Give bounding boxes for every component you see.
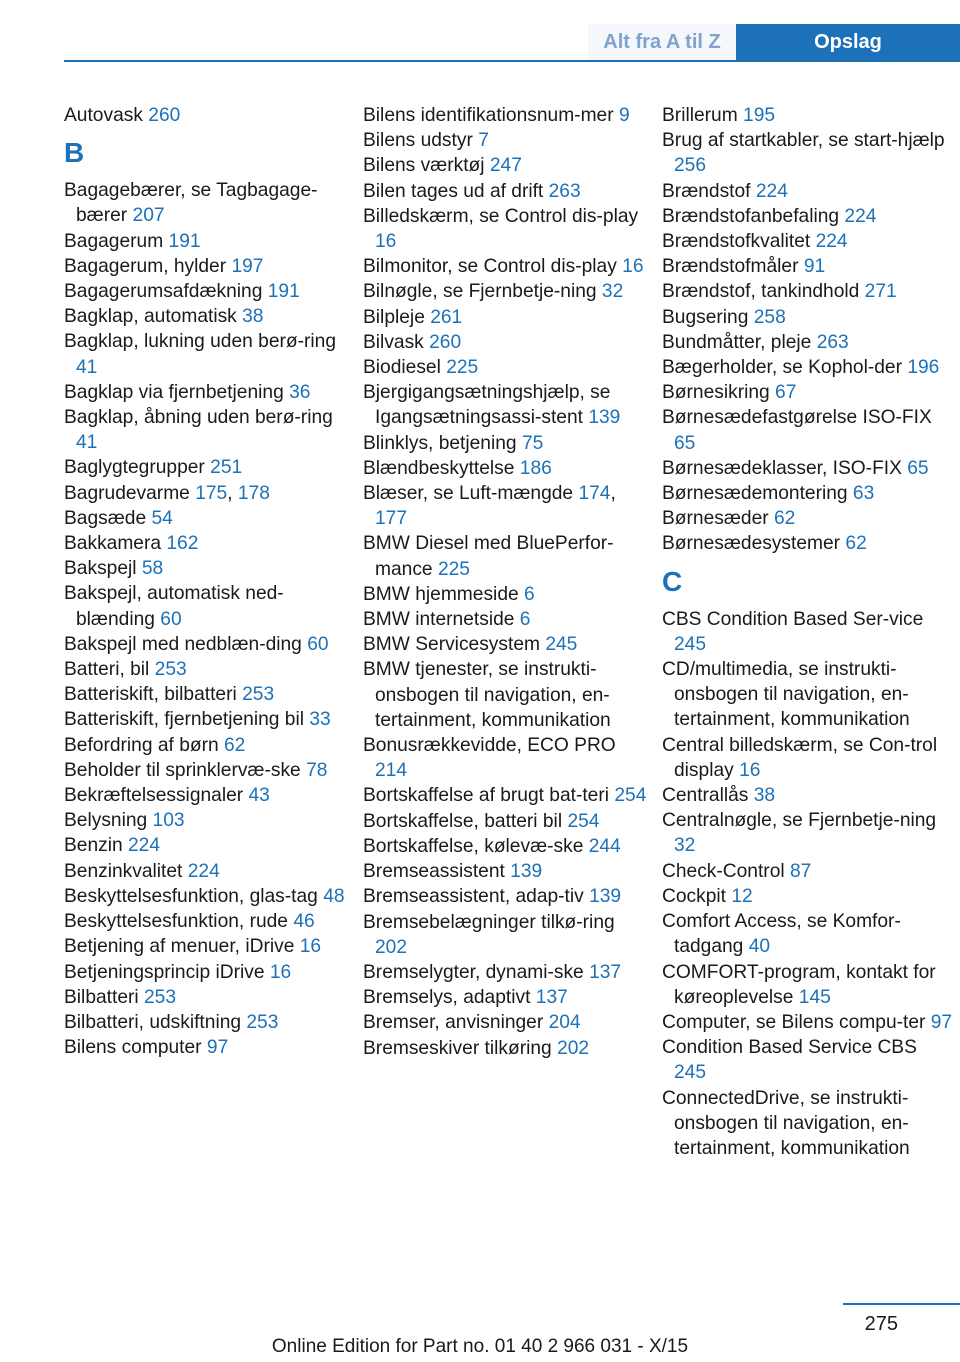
index-entry [662,960,954,1010]
index-entry-term: Autovask [64,105,143,126]
index-entry-term: Børnesikring [662,382,770,404]
page-link[interactable]: 16 [622,256,644,278]
page-link[interactable]: 258 [753,306,786,328]
index-entry-term: Check-Control [662,860,785,882]
page-link[interactable]: 224 [755,180,788,202]
page-link[interactable]: 54 [151,507,173,529]
page-link[interactable]: 256 [674,155,707,177]
page-link[interactable]: 244 [588,835,621,857]
index-entry-term: Børnesædeklasser, ISO‐FIX [662,457,902,479]
page-link[interactable]: 103 [152,810,185,832]
index-entry-term: Batteriskift, fjernbetjening bil [64,709,304,731]
index-entry-term: COMFORT-program, kontakt for køreoplevelse [662,961,936,1008]
index-entry [363,204,651,254]
page-link[interactable]: 224 [815,231,848,253]
page-link[interactable]: 263 [548,180,581,202]
page-link[interactable]: 16 [739,759,761,781]
header-section-tab: Alt fra A til Z [588,24,736,60]
index-entry-term: Benzin [64,835,123,857]
page-link[interactable]: 67 [775,382,797,404]
page-link[interactable]: 204 [548,1012,581,1034]
index-entry [662,179,954,204]
page-link[interactable]: 253 [246,1011,279,1033]
page-link[interactable]: 139 [589,886,622,908]
page-link[interactable]: 32 [601,281,624,303]
index-entry-term: Bagagerum, hylder [64,255,227,277]
index-entry [662,808,954,858]
page-link[interactable]: 65 [674,432,696,454]
index-entry [64,1010,354,1035]
index-entry [64,909,354,934]
index-entry-term: Condition Based Service CBS [662,1037,917,1059]
index-entry [662,783,954,808]
index-entry-term: Bagagerum [64,230,164,252]
index-entry [363,985,651,1010]
page-link[interactable]: 36 [289,381,311,403]
page-link[interactable]: 254 [567,810,600,832]
index-entry [662,254,954,279]
page-link[interactable]: 177 [375,508,408,530]
page-link[interactable]: 48 [323,885,345,907]
index-entry-term: Befordring af børn [64,734,219,756]
page-link[interactable]: 63 [852,483,875,505]
page-link[interactable]: 245 [674,1062,707,1084]
index-entry-term: Brændstofkvalitet [662,231,811,253]
index-entry-term: Biodiesel [363,357,441,379]
page-link[interactable]: 41 [76,432,98,454]
index-entry [662,456,954,481]
footer-edition-note: Online Edition for Part no. 01 40 2 966 031 - X/15 [271,1336,689,1357]
index-entry-term: Bagklap, lukning uden berø‐ring [64,331,336,353]
page-link[interactable]: 139 [510,861,543,883]
index-entry [363,1010,651,1035]
index-entry [64,229,354,254]
footer-rule [843,1303,960,1305]
index-entry-term: Belysning [64,810,148,832]
index-entry [64,707,354,732]
index-entry-term: Bremseassistent [363,861,505,883]
index-entry [662,1086,954,1162]
index-entry [64,254,354,279]
index-entry [64,833,354,858]
page-link[interactable]: 202 [557,1037,590,1059]
index-entry-term: Computer, se Bilens compu‐ter [662,1011,926,1033]
index-entry-term: Betjening af menuer, iDrive [64,936,295,958]
index-column-3 [662,103,954,1161]
page-link[interactable]: 97 [206,1037,229,1059]
index-entry [363,431,651,456]
index-entry [64,455,354,480]
index-entry-term: Bundmåtter, pleje [662,331,812,353]
page-link[interactable]: 202 [375,936,408,958]
page-link[interactable]: 60 [307,633,329,655]
index-entry-term: Beskyttelsesfunktion, glas‐tag [64,885,318,907]
page-link[interactable]: 253 [154,659,187,681]
page-link[interactable]: 261 [430,306,463,328]
index-entry-term: Bilen tages ud af drift [363,180,544,202]
page-link[interactable]: 16 [375,231,397,253]
page-link[interactable]: 16 [269,961,292,983]
page-link[interactable]: 253 [144,986,177,1008]
index-entry-term: Bilvask [363,331,424,353]
index-entry [662,305,954,330]
index-entry-term: Bilens værktøj [363,155,485,177]
page-link[interactable]: 38 [753,785,776,807]
index-entry [363,1036,651,1061]
index-entry-term: Bugsering [662,306,749,328]
index-entry-term: Betjeningsprincip iDrive [64,961,265,983]
index-entry [662,884,954,909]
index-entry [64,178,354,228]
index-entry-term: Bortskaffelse, kølevæ‐ske [363,835,584,857]
index-entry [662,279,954,304]
index-entry [662,657,954,733]
index-entry-term: Brillerum [662,105,738,126]
index-entry [662,355,954,380]
page-link[interactable]: 32 [674,835,696,857]
index-entry [64,934,354,959]
index-entry-term: Bakkamera [64,533,162,555]
index-entry [64,405,354,455]
page-number: 275 [864,1313,898,1335]
index-entry [64,506,354,531]
page-link[interactable]: 9 [618,105,630,126]
index-entry-term: CBS Condition Based Ser‐vice [662,608,924,630]
page-link[interactable]: 162 [166,533,199,555]
index-entry-term: Bremselygter, dynami‐ske [363,961,584,983]
index-entry [662,405,954,455]
page-link[interactable]: 247 [489,155,522,177]
page-link[interactable]: 60 [160,608,182,630]
index-entry [64,733,354,758]
index-entry [363,179,651,204]
index-entry-term: ConnectedDrive, se instrukti‐onsbogen til navigation, en‐tertainment, kommunikation [662,1087,910,1159]
page-link[interactable]: 78 [306,759,328,781]
page-link[interactable]: 65 [907,457,929,479]
index-entry-term: Bagklap, åbning uden berø‐ring [64,407,333,429]
index-entry [64,884,354,909]
index-entry [363,531,651,581]
index-entry [64,859,354,884]
page-link[interactable]: 225 [446,357,479,379]
page-link[interactable]: 186 [519,457,552,479]
index-entry-term: Blændbeskyttelse [363,457,515,479]
index-entry [64,556,354,581]
index-entry [662,481,954,506]
index-entry-term: Central billedskærm, se Con‐trol display [662,734,938,781]
index-entry-term: Blæser, se Luft‐mængde [363,483,574,505]
page-link[interactable]: 16 [299,936,322,958]
index-entry-term: Bjergigangsætningshjælp, se Igangsætningsassi‐stent [363,382,611,429]
index-entry-term: Bremselys, adaptivt [363,987,531,1009]
index-entry: Bagrudevarme 175, 178 [64,482,270,504]
index-entry-term: BMW internetside [363,609,515,631]
index-entry-term: Batteriskift, bilbatteri [64,684,237,706]
index-entry-term: Beskyttelsesfunktion, rude [64,911,288,933]
index-entry [363,733,651,783]
index-entry [662,1010,954,1035]
page-link[interactable]: 245 [674,633,707,655]
index-entry [363,910,651,960]
page-link[interactable]: 41 [76,356,98,378]
page-link[interactable]: 40 [748,936,771,958]
index-entry-term: Børnesædesystemer [662,533,841,555]
page-link[interactable]: 245 [545,634,578,656]
page-link[interactable]: 224 [128,835,161,857]
page-link[interactable]: 271 [864,281,897,303]
index-entry [64,985,354,1010]
index-entry-term: CD/multimedia, se instrukti‐onsbogen til navigation, en‐tertainment, kommunikation [662,659,910,731]
index-entry-term: Bagklap via fjernbetjening [64,381,284,403]
index-entry [64,279,354,304]
index-entry-term: Bagagebærer, se Tagbagage‐bærer [64,180,318,227]
index-entry [64,783,354,808]
index-entry [363,330,651,355]
page-link[interactable]: 224 [187,860,220,882]
page-link[interactable]: 224 [844,205,877,227]
index-entry-term: Bilens identifikationsnum‐mer [363,105,614,126]
page-link[interactable]: 214 [375,760,408,782]
page-link[interactable]: 62 [845,533,867,555]
page-link[interactable]: 139 [588,407,621,429]
page-link[interactable]: 91 [803,256,826,278]
index-entry [64,682,354,707]
index-entry-term: Brændstofanbefaling [662,205,840,227]
index-entry-term: Batteri, bil [64,659,150,681]
index-entry-term: BMW hjemmeside [363,583,519,605]
index-entry [363,607,651,632]
index-entry-term: Bakspejl, automatisk ned‐blænding [64,583,284,630]
index-entry [662,229,954,254]
index-entry [64,380,354,405]
index-entry [363,355,651,380]
index-entry-term: Børnesæder [662,508,769,530]
page-link[interactable]: 191 [267,281,300,303]
page-link[interactable]: 43 [248,785,270,807]
index-entry-term: Bremseassistent, adap‐tiv [363,886,584,908]
index-entry [64,329,354,379]
index-entry-term: Børnesædemontering [662,483,848,505]
index-column-1 [64,103,354,1060]
index-entry [64,808,354,833]
page-link[interactable]: 197 [231,255,264,277]
page-link[interactable]: 195 [743,105,776,126]
index-entry-term: BMW Diesel med BluePerfor‐mance [363,533,614,580]
page-link[interactable]: 38 [242,306,264,328]
page-link[interactable]: 87 [789,860,812,882]
index-entry [363,809,651,834]
index-entry-term: Bagsæde [64,507,147,529]
index-entry [363,279,651,304]
page-link[interactable]: 33 [309,709,331,731]
page-link[interactable]: 225 [437,558,470,580]
index-entry-term: Bekræftelsessignaler [64,785,244,807]
index-entry-term: Bilens udstyr [363,130,473,152]
index-entry [64,960,354,985]
index-entry [662,1035,954,1085]
index-entry [662,607,954,657]
index-entry [363,582,651,607]
index-entry [662,531,954,556]
page-link[interactable]: 178 [237,482,270,504]
page-link[interactable]: 97 [930,1011,953,1033]
index-entry-term: Bonusrækkevidde, ECO PRO [363,735,616,757]
page-link[interactable]: 191 [168,230,201,252]
page-link[interactable]: 137 [535,987,568,1009]
index-entry [662,103,954,128]
index-entry-term: BMW tjenester, se instrukti‐onsbogen til navigation, en‐tertainment, kommunikation [363,659,611,731]
index-entry [363,456,651,481]
index-entry-term: Centrallås [662,785,749,807]
index-entry-term: Bægerholder, se Kophol‐der [662,357,902,379]
index-entry-term: BMW Servicesystem [363,634,540,656]
index-entry-term: Bilmonitor, se Control dis‐play [363,256,617,278]
index-entry [662,733,954,783]
index-entry [64,758,354,783]
index-entry [662,204,954,229]
index-entry-term: Bagrudevarme [64,482,190,504]
index-entry-term: Cockpit [662,885,726,907]
page-link[interactable]: 12 [731,885,753,907]
index-entry-term: Blinklys, betjening [363,432,517,454]
index-entry [662,380,954,405]
index-entry-term: Bortskaffelse, batteri bil [363,810,563,832]
page-link[interactable]: 207 [132,205,165,227]
header-chapter-tab: Opslag [736,24,960,60]
index-entry-term: Brændstof, tankindhold [662,281,860,303]
index-entry [363,783,651,808]
page-link[interactable]: 175 [195,482,228,504]
page-link[interactable]: 260 [148,105,181,126]
page-link[interactable]: 137 [589,961,622,983]
index-entry [662,859,954,884]
index-entry-term: Bilpleje [363,306,425,328]
index-entry: Blæser, se Luft‐mængde 174, 177 [363,483,616,530]
index-entry [662,506,954,531]
header-rule [64,60,960,62]
index-entry-term: Baglygtegrupper [64,457,205,479]
index-entry-term: Bilnøgle, se Fjernbetje‐ning [363,281,597,303]
index-entry-term: Bremsebelægninger tilkø‐ring [363,911,615,933]
index-entry [363,305,651,330]
index-entry [64,632,354,657]
index-entry-term: Brændstofmåler [662,256,799,278]
index-entry [363,657,651,733]
index-entry [662,909,954,959]
index-entry [363,884,651,909]
index-entry [64,531,354,556]
index-entry-term: Bagklap, automatisk [64,306,237,328]
index-letter-heading: B [64,137,85,169]
index-entry [363,103,651,128]
page-link[interactable]: 46 [293,911,315,933]
index-entry [64,304,354,329]
index-entry-term: Bilbatteri, udskiftning [64,1011,242,1033]
index-entry [662,330,954,355]
index-entry [662,128,954,178]
page-link[interactable]: 253 [242,684,275,706]
index-entry [64,657,354,682]
page-link[interactable]: 7 [478,130,489,152]
index-entry [363,960,651,985]
index-entry [363,254,651,279]
index-entry-term: Bakspejl [64,558,137,580]
index-entry [64,581,354,631]
index-entry-term: Beholder til sprinklervæ‐ske [64,759,301,781]
index-entry [363,153,651,178]
index-entry-term: Billedskærm, se Control dis‐play [363,205,639,227]
page-link[interactable]: 260 [429,331,462,353]
index-column-2 [363,103,651,1061]
index-letter-heading: C [662,565,683,597]
index-entry [363,859,651,884]
page-link[interactable]: 62 [773,508,796,530]
page-link[interactable]: 263 [816,331,849,353]
index-entry-term: Comfort Access, se Komfor‐tadgang [662,911,901,958]
index-entry-term: Bagagerumsafdækning [64,281,263,303]
page-link[interactable]: 174 [578,483,611,505]
index-entry-term: Børnesædefastgørelse ISO‐FIX [662,407,932,429]
page-link[interactable]: 6 [519,609,531,631]
index-entry [64,1035,354,1060]
page-link[interactable]: 254 [614,785,647,807]
page-link[interactable]: 6 [524,583,535,605]
page-link[interactable]: 196 [907,357,940,379]
page-link[interactable]: 75 [521,432,544,454]
page-link[interactable]: 145 [798,986,831,1008]
index-entry-term: Benzinkvalitet [64,860,183,882]
index-entry [363,380,651,430]
page-link[interactable]: 62 [224,734,246,756]
index-entry-term: Bilbatteri [64,986,139,1008]
index-entry-term: Centralnøgle, se Fjernbetje‐ning [662,810,937,832]
index-entry-term: Bremser, anvisninger [363,1012,544,1034]
index-entry-term: Bakspejl med nedblæn‐ding [64,633,302,655]
index-entry-term: Brændstof [662,180,751,202]
index-entry-term: Brug af startkabler, se start‐hjælp [662,130,945,152]
index-entry-term: Bremseskiver tilkøring [363,1037,552,1059]
index-entry [363,128,651,153]
index-entry [363,834,651,859]
index-entry [363,632,651,657]
index-entry-term: Bilens computer [64,1037,202,1059]
index-entry-term: Bortskaffelse af brugt bat‐teri [363,785,610,807]
page-link[interactable]: 58 [141,558,164,580]
page-link[interactable]: 251 [210,457,243,479]
index-entry [64,103,354,128]
